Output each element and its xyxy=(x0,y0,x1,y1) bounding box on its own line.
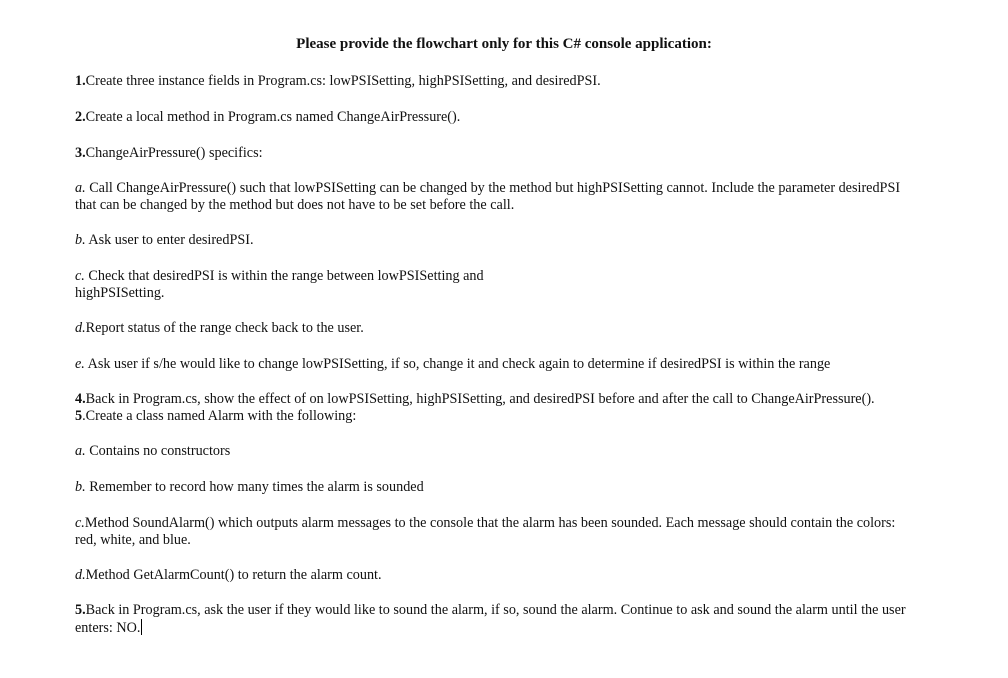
item-5d-letter: d. xyxy=(75,567,86,583)
item-4 xyxy=(75,391,875,408)
item-3a-line-2: that can be changed by the method but does not have to be set before the call. xyxy=(75,197,515,213)
item-6-text: Back in Program.cs, ask the user if they would like to sound the alarm, if so, sound the alarm. Continue to ask and sound the alarm until the user xyxy=(85,602,906,618)
item-5a-text: Contains no constructors xyxy=(85,443,231,459)
item-6-line-2-text: enters: NO. xyxy=(75,620,141,636)
item-3a-letter: a. xyxy=(75,180,86,196)
item-5-text: .Create a class named Alarm with the following: xyxy=(82,408,357,424)
item-3b-letter: b. xyxy=(75,232,86,248)
item-3d-letter: d. xyxy=(75,320,86,336)
item-6-line-1 xyxy=(75,602,906,619)
item-5a xyxy=(75,443,230,460)
item-3e-text: Ask user if s/he would like to change lowPSISetting, if so, change it and check again to determine if desiredPSI is within the range xyxy=(84,356,831,372)
item-1-text: Create three instance fields in Program.cs: lowPSISetting, highPSISetting, and desiredPSI. xyxy=(85,73,601,89)
text-cursor xyxy=(141,619,142,635)
item-5b-letter: b. xyxy=(75,479,86,495)
item-5c-line-1 xyxy=(75,515,895,532)
item-3e-letter: e. xyxy=(75,356,85,372)
item-5-number: 5 xyxy=(75,408,83,424)
item-3c-line-2: highPSISetting. xyxy=(75,285,165,301)
item-3d-text: Report status of the range check back to the user. xyxy=(85,320,364,336)
item-5c-text: Method SoundAlarm() which outputs alarm messages to the console that the alarm has been sounded. Each message should contain the colors: xyxy=(84,515,896,531)
item-5d xyxy=(75,567,382,584)
item-3d xyxy=(75,320,364,337)
item-5b-text: Remember to record how many times the alarm is sounded xyxy=(85,479,424,495)
item-3b-text: Ask user to enter desiredPSI. xyxy=(85,232,254,248)
item-5b xyxy=(75,479,424,496)
item-4-number: 4. xyxy=(75,391,86,407)
item-3-text: ChangeAirPressure() specifics: xyxy=(85,145,263,161)
item-2-number: 2. xyxy=(75,109,86,125)
item-6-number: 5. xyxy=(75,602,86,618)
item-3 xyxy=(75,145,263,162)
item-1 xyxy=(75,73,601,90)
item-3b xyxy=(75,232,254,249)
item-5c-line-2: red, white, and blue. xyxy=(75,532,191,548)
item-5 xyxy=(75,408,356,425)
page-title: Please provide the flowchart only for this C# console application: xyxy=(296,36,712,52)
item-5c-letter: c. xyxy=(75,515,85,531)
item-5a-letter: a. xyxy=(75,443,86,459)
item-2-text: Create a local method in Program.cs named ChangeAirPressure(). xyxy=(85,109,461,125)
item-1-number: 1. xyxy=(75,73,86,89)
item-2 xyxy=(75,109,460,126)
item-3c-text: Check that desiredPSI is within the range between lowPSISetting and xyxy=(84,268,484,284)
item-6-line-2[interactable] xyxy=(75,619,142,637)
item-3c-line-1 xyxy=(75,268,484,285)
item-3c-letter: c. xyxy=(75,268,85,284)
item-3a-line-1 xyxy=(75,180,900,197)
item-5d-text: Method GetAlarmCount() to return the alarm count. xyxy=(85,567,382,583)
item-3e xyxy=(75,356,830,373)
item-3-number: 3. xyxy=(75,145,86,161)
item-4-text: Back in Program.cs, show the effect of on lowPSISetting, highPSISetting, and desiredPSI before and after the call to ChangeAirPressure(). xyxy=(85,391,875,407)
item-3a-text: Call ChangeAirPressure() such that lowPSISetting can be changed by the method but highPSISetting cannot. Include the parameter desiredPSI xyxy=(85,180,901,196)
